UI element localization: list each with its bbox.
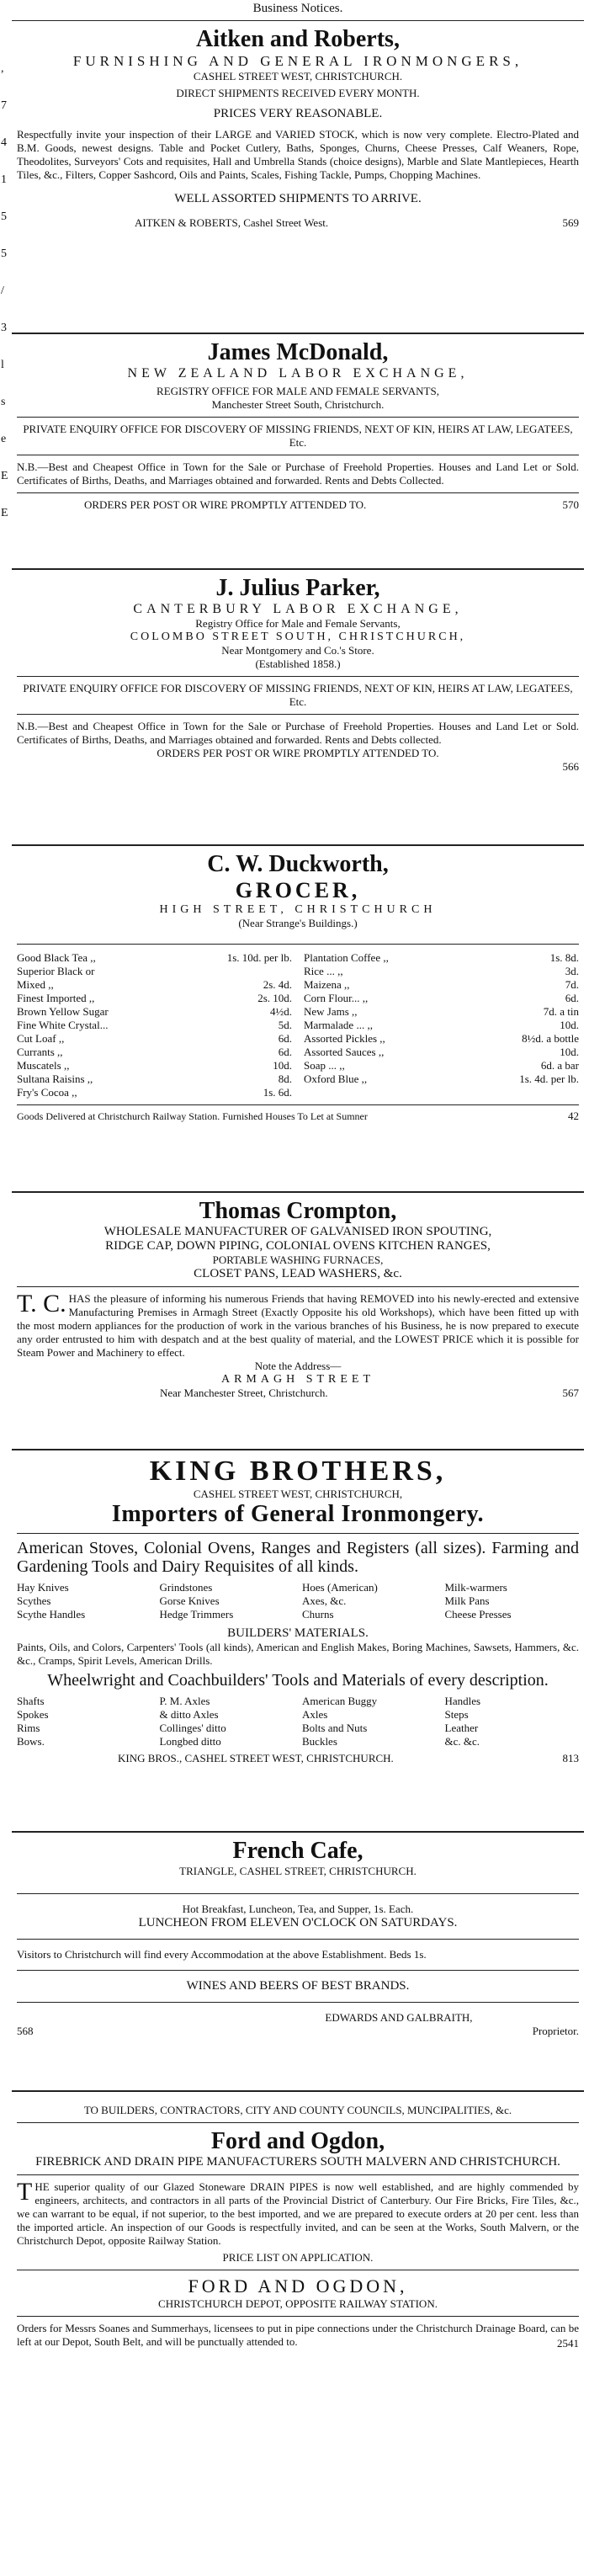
price-value: 6d.	[278, 1032, 292, 1045]
ad-subtitle: CANTERBURY LABOR EXCHANGE,	[133, 602, 463, 616]
price-row	[304, 978, 579, 992]
ad-body-text: HE superior quality of our Glazed Stoneware DRAIN PIPES is now well established, and are highly commended by engineers, architects, and contractors in all parts of the Provincial District of Canterbury. Our Fire Bricks, Fire Tiles, &c., we can warrant to be equal, if not superior, to the best imported, and we are prepared to execute orders at 20 per cent. less than the imported article. An inspection of our Goods is respectfully invited, and can be seen at the Works, South Malvern, or the Christchurch Depot, opposite Railway Station.	[17, 2180, 579, 2247]
ad-meals: Hot Breakfast, Luncheon, Tea, and Supper, 1s. Each.	[182, 1903, 414, 1915]
price-item: Mixed ,,	[17, 978, 54, 991]
grid-item: Rims	[17, 1722, 40, 1734]
price-value: 3d.	[565, 965, 579, 977]
ad-near: Near Manchester Street, Christchurch.	[160, 1386, 328, 1399]
ad-title: C. W. Duckworth,	[207, 851, 389, 877]
price-list	[17, 951, 579, 1099]
margin-mark: 5	[1, 247, 7, 260]
ad-intro: American Stoves, Colonial Ovens, Ranges and Registers (all sizes). Farming and Gardening Tools and Dairy Requisites of all kinds.	[17, 1539, 579, 1576]
price-item: Fry's Cocoa ,,	[17, 1086, 77, 1099]
grid-item: Hay Knives	[17, 1581, 69, 1594]
price-row	[304, 1032, 579, 1046]
price-value: 2s. 4d.	[263, 978, 292, 991]
price-row	[304, 1005, 579, 1019]
ad-parker	[12, 570, 584, 846]
ad-body: N.B.—Best and Cheapest Office in Town for the Sale or Purchase of Freehold Properties. Houses and Land Let or Sold. Certificates of Births, Deaths, and Marriages obtained and forwarded. Rents and Debts Collected.	[17, 460, 579, 487]
price-value: 1s. 4d. per lb.	[519, 1072, 579, 1085]
ad-footer: KING BROS., CASHEL STREET WEST, CHRISTCHURCH.	[118, 1752, 394, 1764]
ad-line2: RIDGE CAP, DOWN PIPING, COLONIAL OVENS KITCHEN RANGES,	[105, 1239, 491, 1253]
ad-aitken-roberts	[12, 21, 584, 334]
margin-mark: 4	[1, 136, 7, 149]
price-item: Sultana Raisins ,,	[17, 1072, 93, 1085]
margin-mark: 1	[1, 173, 7, 186]
price-row	[17, 1059, 292, 1072]
grid-item: & ditto Axles	[159, 1708, 219, 1721]
price-row	[304, 1046, 579, 1059]
ad-registry: Registry Office for Male and Female Servants,	[195, 617, 401, 630]
price-row	[304, 965, 579, 978]
price-item: Finest Imported ,,	[17, 992, 95, 1004]
price-value: 2s. 10d.	[257, 992, 292, 1004]
ad-address: CASHEL STREET WEST, CHRISTCHURCH.	[193, 70, 403, 82]
ad-enquiry: PRIVATE ENQUIRY OFFICE FOR DISCOVERY OF MISSING FRIENDS, NEXT OF KIN, HEIRS AT LAW, LEGATEES, Etc.	[23, 423, 573, 449]
grid-item: Scythe Handles	[17, 1608, 86, 1621]
ad-line1: FIREBRICK AND DRAIN PIPE MANUFACTURERS SOUTH MALVERN AND CHRISTCHURCH.	[35, 2155, 560, 2169]
ad-depot: CHRISTCHURCH DEPOT, OPPOSITE RAILWAY STATION.	[158, 2297, 438, 2310]
grid-item: Bows.	[17, 1735, 45, 1748]
ad-subtitle: FURNISHING AND GENERAL IRONMONGERS,	[72, 53, 523, 69]
ad-line4: CLOSET PANS, LEAD WASHERS, &c.	[194, 1267, 402, 1280]
ad-footer: AITKEN & ROBERTS, Cashel Street West.	[135, 216, 329, 229]
price-item: Muscatels ,,	[17, 1059, 70, 1072]
ad-address: HIGH STREET, CHRISTCHURCH	[159, 903, 437, 916]
ad-title: Ford and Ogdon,	[210, 2128, 385, 2154]
ad-title: Thomas Crompton,	[199, 1198, 397, 1224]
ad-orders: ORDERS PER POST OR WIRE PROMPTLY ATTENDED TO.	[84, 498, 367, 511]
ad-number: 570	[562, 498, 579, 511]
price-item: Currants ,,	[17, 1046, 63, 1058]
price-value: 7d. a tin	[543, 1005, 579, 1018]
ad-enquiry: PRIVATE ENQUIRY OFFICE FOR DISCOVERY OF MISSING FRIENDS, NEXT OF KIN, HEIRS AT LAW, LEGATEES, Etc.	[23, 682, 573, 708]
ad-body	[17, 2180, 579, 2248]
grid-item: Churns	[302, 1608, 334, 1621]
newspaper-page	[1, 0, 584, 2424]
price-row	[17, 1032, 292, 1046]
ad-number: 813	[562, 1752, 579, 1764]
grid-item: Gorse Knives	[159, 1594, 220, 1607]
margin-mark: 5	[1, 210, 7, 223]
price-item: Maizena ,,	[304, 978, 350, 991]
ad-note: Note the Address—	[254, 1360, 342, 1372]
grid-item: Collinges' ditto	[159, 1722, 226, 1734]
margin-mark: /	[1, 285, 4, 297]
price-column-right	[304, 951, 579, 1099]
price-row	[304, 992, 579, 1005]
ad-shipments: WELL ASSORTED SHIPMENTS TO ARRIVE.	[174, 192, 422, 205]
margin-mark: e	[1, 433, 7, 445]
price-value: 8½d. a bottle	[522, 1032, 579, 1045]
grid-item: Handles	[444, 1695, 481, 1707]
grid-item: Cheese Presses	[444, 1608, 512, 1621]
grid-item: Milk-warmers	[444, 1581, 507, 1594]
grid-item: Buckles	[302, 1735, 337, 1748]
price-item: Soap ... ,,	[304, 1059, 345, 1072]
price-value: 10d.	[560, 1046, 579, 1058]
grid-item: American Buggy	[302, 1695, 378, 1707]
price-row	[17, 1072, 292, 1086]
price-value: 6d.	[278, 1046, 292, 1058]
ad-wheelwright: Wheelwright and Coachbuilders' Tools and Materials of every description.	[47, 1671, 549, 1690]
ad-address: Manchester Street South, Christchurch.	[211, 398, 385, 411]
margin-mark: E	[1, 470, 8, 482]
grid-item: Scythes	[17, 1594, 51, 1607]
price-value: 10d.	[273, 1059, 292, 1072]
ad-proprietors: EDWARDS AND GALBRAITH,	[325, 2011, 473, 2024]
ad-address: CASHEL STREET WEST, CHRISTCHURCH,	[193, 1488, 403, 1500]
margin-mark: ,	[1, 62, 4, 75]
price-row	[304, 1019, 579, 1032]
ad-ford-ogdon	[12, 2092, 584, 2424]
price-item: Marmalade ... ,,	[304, 1019, 373, 1031]
price-row	[304, 951, 579, 965]
price-value: 4½d.	[270, 1005, 292, 1018]
ad-near: (Near Strange's Buildings.)	[238, 917, 358, 929]
ad-number: 42	[568, 1110, 579, 1122]
ad-footer-row	[17, 2025, 579, 2038]
price-row	[304, 1059, 579, 1072]
price-value: 1s. 8d.	[549, 951, 579, 964]
grid-item: &c. &c.	[444, 1735, 480, 1748]
price-row	[17, 1019, 292, 1032]
ad-street: ARMAGH STREET	[220, 1373, 375, 1386]
ad-subtitle: NEW ZEALAND LABOR EXCHANGE,	[127, 366, 469, 381]
price-item: Cut Loaf ,,	[17, 1032, 65, 1045]
grid-item: Grindstones	[159, 1581, 213, 1594]
ad-luncheon: LUNCHEON FROM ELEVEN O'CLOCK ON SATURDAYS.	[138, 1916, 458, 1929]
price-column-left	[17, 951, 292, 1099]
ad-number: 2541	[557, 2337, 579, 2350]
price-item: New Jams ,,	[304, 1005, 358, 1018]
price-value: 6d.	[565, 992, 579, 1004]
margin-mark: 7	[1, 99, 7, 112]
price-row	[17, 951, 292, 965]
ad-title: J. Julius Parker,	[215, 575, 380, 601]
ad-address: TRIANGLE, CASHEL STREET, CHRISTCHURCH.	[179, 1865, 417, 1877]
ad-prices: PRICES VERY REASONABLE.	[213, 107, 383, 120]
tools-grid	[17, 1581, 579, 1621]
price-value: 7d.	[565, 978, 579, 991]
price-row	[17, 1005, 292, 1019]
grid-item: Bolts and Nuts	[302, 1722, 368, 1734]
margin-marks	[1, 51, 9, 532]
price-row	[17, 1046, 292, 1059]
grid-item: Spokes	[17, 1708, 49, 1721]
ad-footer-row	[17, 1386, 579, 1400]
ad-french-cafe	[12, 1833, 584, 2092]
grid-item: Steps	[444, 1708, 469, 1721]
ad-title: KING BROTHERS,	[149, 1456, 447, 1487]
margin-mark: l	[1, 359, 4, 371]
ad-footer-row	[17, 498, 579, 512]
price-value: 10d.	[560, 1019, 579, 1031]
ad-number: 569	[562, 216, 579, 229]
price-row	[304, 1072, 579, 1086]
ad-established: (Established 1858.)	[255, 657, 341, 670]
ad-visitors: Visitors to Christchurch will find every Accommodation at the above Establishment. Beds 1s.	[17, 1948, 427, 1961]
ad-number: 568	[17, 2025, 34, 2037]
ad-title: French Cafe,	[232, 1838, 363, 1864]
ad-king	[12, 1450, 584, 1833]
ad-grocer: GROCER,	[235, 878, 361, 902]
price-row	[17, 992, 292, 1005]
ad-orders: ORDERS PER POST OR WIRE PROMPTLY ATTENDED TO.	[157, 747, 439, 759]
page-header: Business Notices.	[12, 0, 584, 21]
parts-grid	[17, 1695, 579, 1748]
price-item: Plantation Coffee ,,	[304, 951, 389, 964]
price-value: 1s. 10d. per lb.	[226, 951, 292, 964]
price-value: 6d. a bar	[540, 1059, 579, 1072]
ad-price-list: PRICE LIST ON APPLICATION.	[222, 2251, 374, 2264]
ad-footer-row	[17, 1752, 579, 1765]
ad-mcdonald	[12, 334, 584, 570]
grid-item: Axes, &c.	[302, 1594, 347, 1607]
price-item: Superior Black or	[17, 965, 95, 977]
ad-crompton	[12, 1193, 584, 1450]
ad-footer: Orders for Messrs Soanes and Summerhays, licensees to put in pipe connections under the Christchurch Drainage Board, can be left at our Depot, South Belt, and will be punctually attended to.	[17, 2322, 579, 2348]
ad-duckworth	[12, 846, 584, 1193]
price-value: 8d.	[278, 1072, 292, 1085]
ad-near: Near Montgomery and Co.'s Store.	[221, 644, 374, 657]
price-value: 5d.	[278, 1019, 292, 1031]
price-item: Good Black Tea ,,	[17, 951, 96, 964]
ad-address: COLOMBO STREET SOUTH, CHRISTCHURCH,	[130, 631, 466, 643]
grid-item: Hoes (American)	[302, 1581, 378, 1594]
ad-body-text: HAS the pleasure of informing his numerous Friends that having REMOVED into his newly-erected and extensive Manufacturing Premises in Armagh Street (Exactly Opposite his old Workshops), which have been fitted up with the most modern appliances for the production of work in the various branches of his Business, he is now prepared to execute any order entrusted to him with despatch and at the best quality of material, and the LOWEST PRICE which it is possible for Steam Power and Machinery to effect.	[17, 1292, 579, 1359]
grid-item: Shafts	[17, 1695, 45, 1707]
ad-builders: BUILDERS' MATERIALS.	[227, 1626, 369, 1640]
ad-body: Respectfully invite your inspection of their LARGE and VARIED STOCK, which is now very complete. Electro-Plated and B.M. Goods, newest designs. Table and Pocket Cutlery, Baths, Sponges, Churns, Cheese Presses, Calf Weaners, Rope, Theodolites, Surveyors' Cots and requisites, Hall and Umbrella Stands (choice designs), Marble and Slate Mantlepieces, Hearth Tiles, &c., Filters, Copper Sashcord, Oils and Paints, Scales, Fishing Tackle, Pumps, Chopping Machines.	[17, 128, 579, 181]
price-row	[17, 1086, 292, 1099]
ad-to-builders: TO BUILDERS, CONTRACTORS, CITY AND COUNTY COUNCILS, MUNCIPALITIES, &c.	[83, 2104, 512, 2116]
ad-body	[17, 1292, 579, 1360]
price-item: Corn Flour... ,,	[304, 992, 369, 1004]
ad-footer-row	[17, 216, 579, 230]
grid-item: P. M. Axles	[159, 1695, 210, 1707]
ad-builders-body: Paints, Oils, and Colors, Carpenters' Tools (all kinds), American and English Makes, Boring Machines, Sawsets, Hammers, &c. &c., Cramps, Spirit Levels, American Drills.	[17, 1641, 579, 1667]
grid-item: Longbed ditto	[159, 1735, 221, 1748]
price-item: Brown Yellow Sugar	[17, 1005, 109, 1018]
ad-proprietor-label: Proprietor.	[532, 2025, 579, 2037]
dropcap: T. C.	[17, 1290, 66, 1317]
ad-wines: WINES AND BEERS OF BEST BRANDS.	[186, 1979, 410, 1993]
ad-line1: WHOLESALE MANUFACTURER OF GALVANISED IRON SPOUTING,	[103, 1225, 492, 1238]
ad-footer: Goods Delivered at Christchurch Railway Station. Furnished Houses To Let at Sumner	[17, 1110, 368, 1122]
ad-title: Aitken and Roberts,	[196, 26, 400, 52]
margin-mark: E	[1, 507, 8, 519]
ad-body: N.B.—Best and Cheapest Office in Town for the Sale or Purchase of Freehold Properties. Houses and Land Let or Sold. Certificates of Births, Deaths, and Marriages obtained and forwarded. Rents and Debts collected.	[17, 720, 579, 746]
ad-number: 566	[562, 760, 579, 773]
margin-mark: 3	[1, 322, 7, 334]
grid-item: Milk Pans	[444, 1594, 490, 1607]
price-row	[17, 978, 292, 992]
price-item: Oxford Blue ,,	[304, 1072, 368, 1085]
grid-item: Hedge Trimmers	[159, 1608, 234, 1621]
grid-item: Leather	[444, 1722, 479, 1734]
ad-number: 567	[562, 1386, 579, 1399]
price-row	[17, 965, 292, 978]
price-value: 1s. 6d.	[263, 1086, 292, 1099]
ad-line3: PORTABLE WASHING FURNACES,	[212, 1253, 384, 1266]
ad-title: James McDonald,	[207, 339, 389, 365]
ad-importers: Importers of General Ironmongery.	[111, 1501, 485, 1527]
price-item: Rice ... ,,	[304, 965, 343, 977]
grid-item: Axles	[302, 1708, 328, 1721]
price-item: Assorted Pickles ,,	[304, 1032, 385, 1045]
price-item: Fine White Crystal...	[17, 1019, 109, 1031]
margin-mark: s	[1, 396, 6, 408]
ad-name2: FORD AND OGDON,	[188, 2275, 408, 2297]
price-item: Assorted Sauces ,,	[304, 1046, 385, 1058]
dropcap: T	[17, 2178, 33, 2206]
ad-registry: REGISTRY OFFICE FOR MALE AND FEMALE SERVANTS,	[157, 385, 439, 397]
ad-direct: DIRECT SHIPMENTS RECEIVED EVERY MONTH.	[176, 87, 420, 99]
